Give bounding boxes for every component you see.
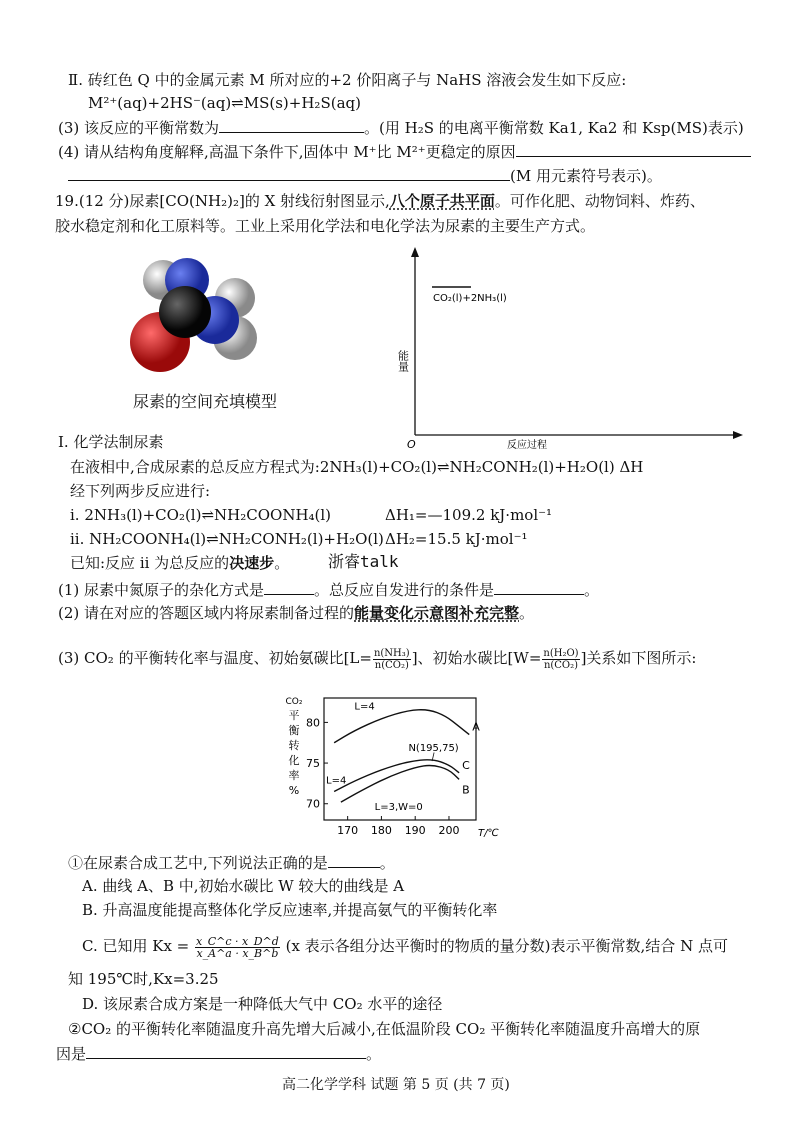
x-axis-label: T/℃	[478, 828, 499, 839]
q19-line2: 胶水稳定剂和化工原料等。工业上采用化学法和电化学法为尿素的主要生产方式。	[55, 217, 596, 235]
part2-intro: Ⅱ. 砖红色 Q 中的金属元素 M 所对应的+2 价阳离子与 NaHS 溶液会发生如下反应:	[68, 71, 627, 89]
annotation-point-n: N(195,75)	[408, 742, 459, 754]
series-line-C	[334, 760, 459, 792]
y-label-char: 率	[288, 769, 300, 782]
part2-equation: M²⁺(aq)+2HS⁻(aq)⇌MS(s)+H₂S(aq)	[88, 94, 361, 112]
answer-blank[interactable]	[494, 579, 584, 595]
series-label-A: A	[472, 720, 480, 734]
fraction-L: $\frac{\text{n(NH₃)}}{\text{n(CO₂)}}$	[373, 647, 410, 671]
fraction-W: $\frac{\text{n(H₂O)}}{\text{n(CO₂)}}$	[543, 647, 579, 671]
series-label-B: B	[462, 783, 470, 797]
known-line: 已知:反应 ii 为总反应的决速步。	[70, 554, 290, 572]
section1-intro: 在液相中,合成尿素的总反应方程式为:2NH₃(l)+CO₂(l)⇌NH₂CONH₂(l)+H₂O(l) ΔH	[70, 458, 644, 476]
y-label-char: CO₂	[285, 697, 303, 707]
step1-dh: ΔH₁=—109.2 kJ·mol⁻¹	[385, 506, 553, 524]
step1: i. 2NH₃(l)+CO₂(l)⇌NH₂COONH₄(l)	[70, 506, 332, 524]
y-arrow-icon	[411, 247, 419, 257]
urea-model-image	[125, 250, 265, 385]
y-label-char: %	[288, 784, 300, 797]
x-tick-label: 200	[438, 824, 460, 837]
series-line-A	[334, 710, 469, 743]
y-tick-label: 70	[306, 797, 320, 811]
sub-q2-cont: 因是 。	[56, 1045, 382, 1063]
option-c[interactable]: C. 已知用 Kx = $\frac{x\_C\^{}c \cdot x\_D\^{}d}{x\_A\^{}a \cdot x\_B\^{}b}$ (x 表示各组分达平衡时的物质的量分数)表示平衡常数,结合 N 点可	[82, 934, 728, 960]
series-label-C: C	[462, 758, 470, 772]
option-b[interactable]: B. 升高温度能提高整体化学反应速率,并提高氨气的平衡转化率	[82, 901, 498, 919]
part2-q4-cont: (M 用元素符号表示)。	[68, 165, 662, 186]
series-line-B	[341, 766, 459, 803]
option-d[interactable]: D. 该尿素合成方案是一种降低大气中 CO₂ 水平的途径	[82, 995, 443, 1013]
x-tick-label: 170	[337, 824, 359, 837]
x-tick-label: 180	[370, 824, 392, 837]
page-footer: 高二化学学科 试题 第 5 页 (共 7 页)	[282, 1077, 510, 1093]
y-tick-label: 80	[306, 716, 320, 730]
answer-blank[interactable]	[86, 1043, 366, 1059]
carbon-atom	[159, 286, 211, 338]
watermark-text: 浙睿talk	[328, 552, 399, 571]
y-label-char: 衡	[288, 724, 300, 737]
q19-line1: 19.(12 分)尿素[CO(NH₂)₂]的 X 射线衍射图显示,八个原子共平面。可作化肥、动物饲料、炸药、	[55, 192, 705, 210]
energy-xlabel: 反应过程	[507, 440, 547, 451]
q2: (2) 请在对应的答题区域内将尿素制备过程的能量变化示意图补充完整。	[58, 604, 535, 622]
y-label-char: 化	[288, 754, 300, 767]
sub-q2: ②CO₂ 的平衡转化率随温度升高先增大后减小,在低温阶段 CO₂ 平衡转化率随温度升高增大的原	[68, 1020, 701, 1038]
answer-blank[interactable]	[219, 117, 364, 133]
energy-ylabel: 能量	[396, 350, 410, 372]
annotation-curve-a: L=4	[354, 701, 375, 713]
answer-blank[interactable]	[328, 852, 380, 868]
reactant-label: CO₂(l)+2NH₃(l)	[433, 293, 507, 304]
energy-diagram	[395, 245, 750, 455]
q3: (3) CO₂ 的平衡转化率与温度、初始氨碳比[L= $\frac{\text{n(NH₃)}}{\text{n(CO₂)}}$ ]、初始水碳比[W= $\frac{\text{n(H₂O)}}{\text{n(CO₂)}}$ ]关系如下图所示:	[58, 647, 697, 671]
answer-blank[interactable]	[516, 141, 751, 157]
y-tick-label: 75	[306, 757, 320, 771]
origin-label: O	[407, 438, 416, 451]
part2-q4: (4) 请从结构角度解释,高温下条件下,固体中 M⁺比 M²⁺更稳定的原因	[58, 141, 751, 162]
q1: (1) 尿素中氮原子的杂化方式是 。总反应自发进行的条件是 。	[58, 581, 600, 599]
steps-intro: 经下列两步反应进行:	[70, 482, 211, 500]
kx-fraction: $\frac{x\_C\^{}c \cdot x\_D\^{}d}{x\_A\^{}a \cdot x\_B\^{}b}$	[196, 934, 279, 960]
sub-q1: ①在尿素合成工艺中,下列说法正确的是 。	[68, 854, 395, 872]
part2-q3: (3) 该反应的平衡常数为 。(用 H₂S 的电离平衡常数 Ka1, Ka2 和 Ksp(MS)表示)	[58, 119, 744, 137]
x-tick-label: 190	[404, 824, 426, 837]
y-label-char: 平	[288, 709, 300, 722]
answer-blank[interactable]	[264, 579, 314, 595]
option-c-line2: 知 195℃时,Kx=3.25	[68, 970, 219, 988]
annotation-curve-c: L=4	[326, 775, 347, 787]
model-caption: 尿素的空间充填模型	[133, 392, 278, 411]
section1-heading: Ⅰ. 化学法制尿素	[58, 433, 164, 451]
step2: ii. NH₂COONH₄(l)⇌NH₂CONH₂(l)+H₂O(l)	[70, 530, 384, 548]
option-a[interactable]: A. 曲线 A、B 中,初始水碳比 W 较大的曲线是 A	[82, 877, 405, 895]
answer-blank[interactable]	[68, 165, 510, 181]
y-label-char: 转	[288, 739, 300, 752]
conversion-chart	[282, 690, 499, 845]
annotation-curve-b: L=3,W=0	[374, 802, 423, 814]
step2-dh: ΔH₂=15.5 kJ·mol⁻¹	[385, 530, 528, 548]
x-arrow-icon	[733, 431, 743, 439]
chart-ylabel	[286, 697, 303, 797]
